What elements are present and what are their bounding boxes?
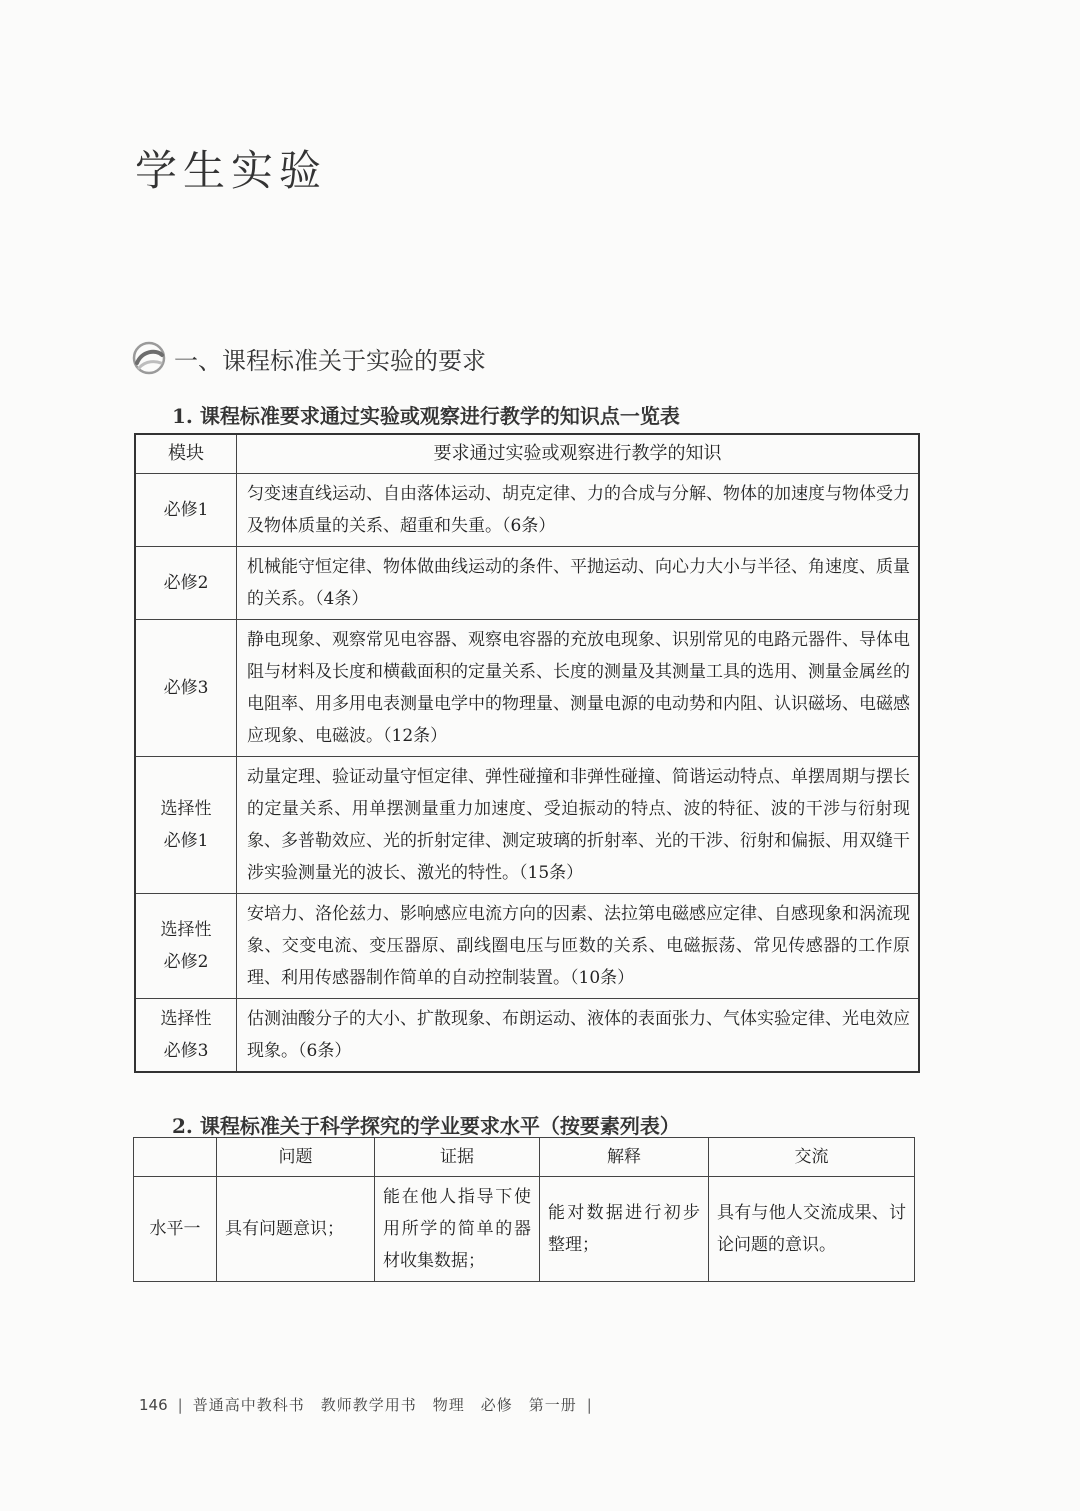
module-line: 必修1 — [163, 831, 209, 851]
explanation-cell: 能对数据进行初步整理； — [540, 1177, 709, 1282]
page-footer — [139, 1394, 602, 1415]
knowledge-cell: 机械能守恒定律、物体做曲线运动的条件、平抛运动、向心力大小与半径、角速度、质量的关系。（4条） — [237, 547, 920, 620]
table-row — [135, 894, 919, 999]
header-communication: 交流 — [709, 1138, 915, 1177]
module-line: 选择性 — [160, 799, 212, 819]
module-cell: 必修1 — [135, 474, 237, 547]
module-cell — [135, 894, 237, 999]
header-explanation: 解释 — [540, 1138, 709, 1177]
module-cell: 必修3 — [135, 620, 237, 757]
chapter-title: 学生实验 — [135, 146, 328, 195]
footer-divider: | — [586, 1395, 592, 1414]
table-header-row — [135, 434, 919, 474]
page-number: 146 — [139, 1395, 168, 1414]
evidence-cell: 能在他人指导下使用所学的简单的器材收集数据； — [375, 1177, 540, 1282]
table1-caption: 1. 课程标准要求通过实验或观察进行教学的知识点一览表 — [172, 404, 680, 428]
knowledge-cell: 匀变速直线运动、自由落体运动、胡克定律、力的合成与分解、物体的加速度与物体受力及物体质量的关系、超重和失重。（6条） — [237, 474, 920, 547]
table-row — [135, 620, 919, 757]
table-header-row — [134, 1138, 915, 1177]
module-line: 选择性 — [160, 920, 212, 940]
question-cell: 具有问题意识； — [217, 1177, 375, 1282]
module-line: 必修3 — [163, 1041, 209, 1061]
knowledge-cell: 动量定理、验证动量守恒定律、弹性碰撞和非弹性碰撞、简谐运动特点、单摆周期与摆长的定量关系、用单摆测量重力加速度、受迫振动的特点、波的特征、波的干涉与衍射现象、多普勒效应、光的折射定律、测定玻璃的折射率、光的干涉、衍射和偏振、用双缝干涉实验测量光的波长、激光的特性。（15条） — [237, 757, 920, 894]
communication-cell: 具有与他人交流成果、讨论问题的意识。 — [709, 1177, 915, 1282]
header-module: 模块 — [135, 434, 237, 474]
book-title: 普通高中教科书 教师教学用书 物理 必修 第一册 — [192, 1396, 577, 1414]
table-row — [135, 547, 919, 620]
table2-caption: 2. 课程标准关于科学探究的学业要求水平（按要素列表） — [172, 1114, 680, 1138]
header-knowledge: 要求通过实验或观察进行教学的知识 — [237, 434, 920, 474]
module-line: 必修2 — [163, 952, 209, 972]
table-row — [134, 1177, 915, 1282]
module-cell — [135, 999, 237, 1073]
swirl-icon — [132, 341, 166, 375]
module-cell: 必修2 — [135, 547, 237, 620]
header-evidence: 证据 — [375, 1138, 540, 1177]
footer-divider: | — [177, 1395, 183, 1414]
knowledge-table — [134, 433, 920, 1073]
section-heading — [132, 338, 486, 378]
table-row — [135, 757, 919, 894]
module-cell — [135, 757, 237, 894]
level-cell: 水平一 — [134, 1177, 217, 1282]
header-empty — [134, 1138, 217, 1177]
module-line: 选择性 — [160, 1009, 212, 1029]
table-row — [135, 474, 919, 547]
knowledge-cell: 估测油酸分子的大小、扩散现象、布朗运动、液体的表面张力、气体实验定律、光电效应现象。（6条） — [237, 999, 920, 1073]
table-row — [135, 999, 919, 1073]
knowledge-cell: 安培力、洛伦兹力、影响感应电流方向的因素、法拉第电磁感应定律、自感现象和涡流现象、交变电流、变压器原、副线圈电压与匝数的关系、电磁振荡、常见传感器的工作原理、利用传感器制作简单的自动控制装置。（10条） — [237, 894, 920, 999]
inquiry-level-table — [133, 1137, 915, 1282]
header-question: 问题 — [217, 1138, 375, 1177]
section-title: 一、课程标准关于实验的要求 — [174, 346, 486, 375]
knowledge-cell: 静电现象、观察常见电容器、观察电容器的充放电现象、识别常见的电路元器件、导体电阻与材料及长度和横截面积的定量关系、长度的测量及其测量工具的选用、测量金属丝的电阻率、用多用电表测量电学中的物理量、测量电源的电动势和内阻、认识磁场、电磁感应现象、电磁波。（12条） — [237, 620, 920, 757]
